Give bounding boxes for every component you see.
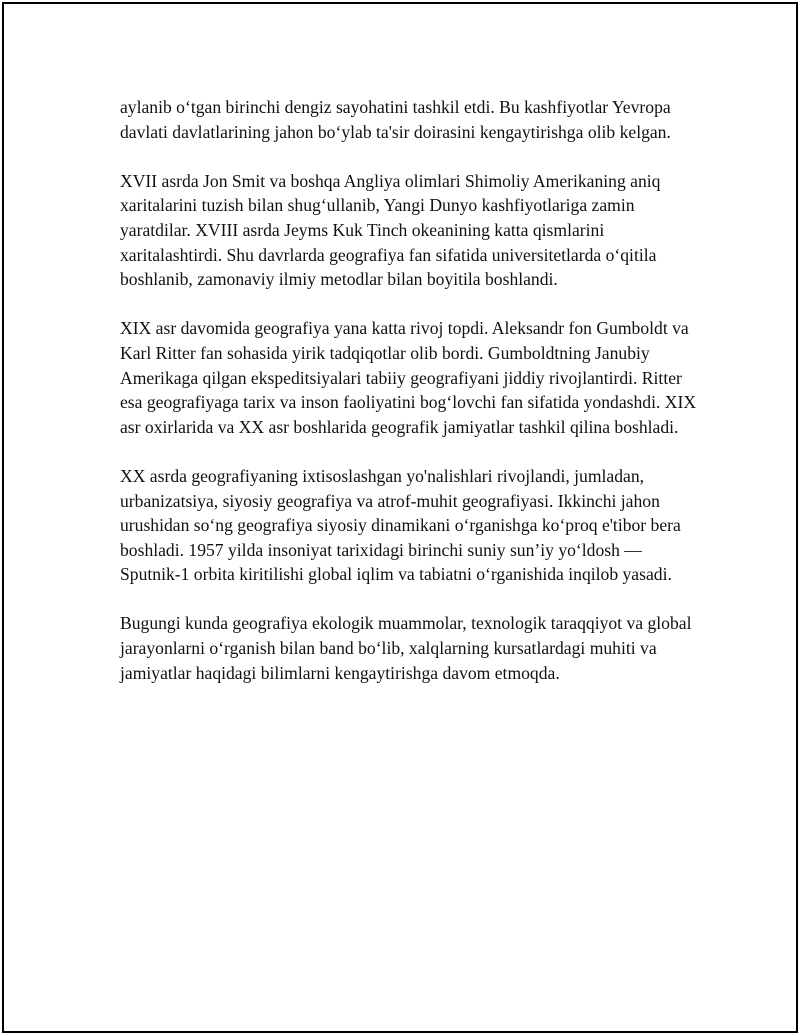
paragraph-2: XVII asrda Jon Smit va boshqa Angliya olimlari Shimoliy Amerikaning aniq xaritalarini tuzish bilan shug‘ullanib, Yangi Dunyo kashfiyotlariga zamin yaratdilar. XVIII asrda Jeyms Kuk Tinch okeanining katta qismlarini xaritalashtirdi. Shu davrlarda geografiya fan sifatida universitetlarda o‘qitila boshlanib, zamonaviy ilmiy metodlar bilan boyitila boshlandi. [120, 170, 661, 290]
paragraph-1: aylanib o‘tgan birinchi dengiz sayohatini tashkil etdi. Bu kashfiyotlar Yevropa davlati davlatlarining jahon bo‘ylab ta'sir doirasini kengaytirishga olib kelgan. [120, 97, 671, 142]
document-page [2, 2, 798, 1033]
paragraph-5: Bugungi kunda geografiya ekologik muammolar, texnologik taraqqiyot va global jarayonlarni o‘rganish bilan band bo‘lib, xalqlarning kursatlardagi muhiti va jamiyatlar haqidagi bilimlarni kengaytirishga davom etmoqda. [120, 613, 692, 683]
document-body [120, 95, 700, 710]
paragraph-3: XIX asr davomida geografiya yana katta rivoj topdi. Aleksandr fon Gumboldt va Karl Ritter fan sohasida yirik tadqiqotlar olib bordi. Gumboldtning Janubiy Amerikaga qilgan ekspeditsiyalari tabiiy geografiyani jiddiy rivojlantirdi. Ritter esa geografiyaga tarix va inson faoliyatini bog‘lovchi fan sifatida yondashdi. XIX asr oxirlarida va XX asr boshlarida geografik jamiyatlar tashkil qilina boshladi. [120, 318, 697, 437]
paragraph-4: XX asrda geografiyaning ixtisoslashgan yo'nalishlari rivojlandi, jumladan, urbanizatsiya, siyosiy geografiya va atrof-muhit geografiyasi. Ikkinchi jahon urushidan so‘ng geografiya siyosiy dinamikani o‘rganishga ko‘proq e'tibor bera boshladi. 1957 yilda insoniyat tarixidagi birinchi suniy sun’iy yo‘ldosh — Sputnik-1 orbita kiritilishi global iqlim va tabiatni o‘rganishida inqilob yasadi. [120, 465, 681, 585]
